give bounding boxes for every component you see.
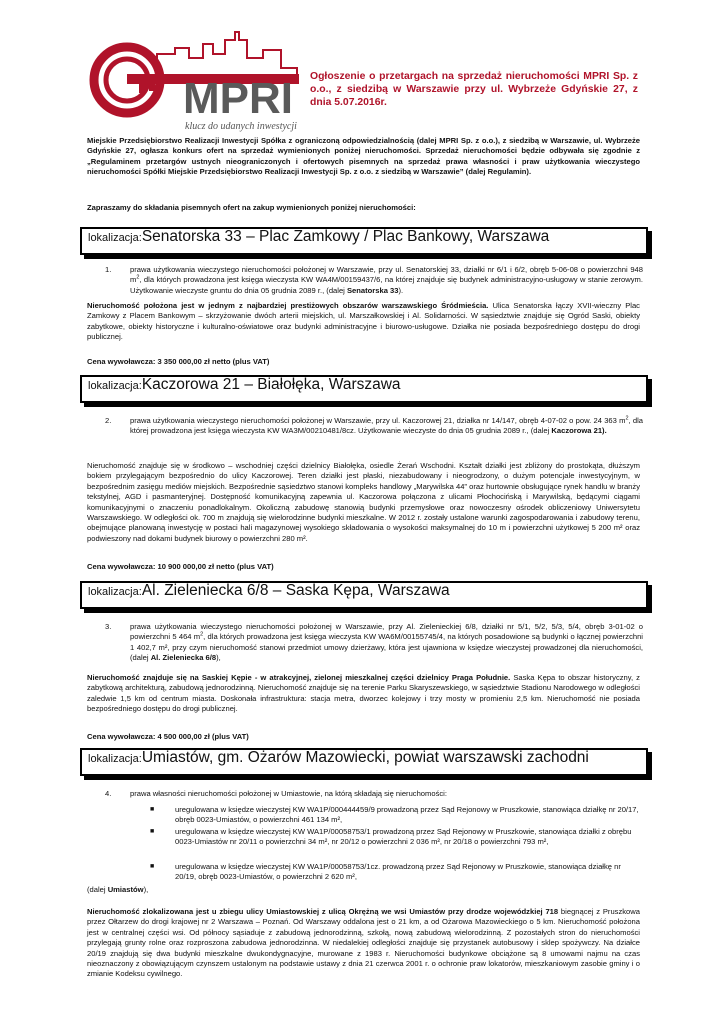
starting-price: Cena wywoławcza: 10 900 000,00 zł netto (plus VAT) — [87, 562, 274, 571]
item-alias: Kaczorowa 21). — [551, 426, 607, 436]
location-name: Senatorska 33 – Plac Zamkowy / Plac Bankowy, Warszawa — [141, 228, 550, 245]
brand-tagline: klucz do udanych inwestycji — [185, 121, 297, 132]
item-end: ). — [398, 285, 404, 295]
location-box-umiastow — [80, 748, 648, 776]
invitation-text: Zapraszamy do składania pisemnych ofert na zakup wymienionych poniżej nieruchomości: — [87, 203, 416, 212]
mpri-logo-graphic — [85, 30, 300, 135]
description-text: Ulica Senatorska łączy XVII-wieczny Plac Zamkowy z Placem Bankowym – skrzyżowanie dwóch arterii miejskich, ul. Marszałkowskiej i Al. Solidarności. W sąsiedztwie znajduje się Ogród Saski, obiekty zabytkowe, obiekty historyczne i kulturalno-oświatowe oraz budynki administracyjne i biurowo-usługowe. Działka nie posiada bezpośredniego dostępu do drogi publicznej. — [87, 301, 640, 342]
bullet-icon: ■ — [150, 863, 155, 870]
item-text-cont: , dla których prowadzona jest księga wieczysta KW WA6M/00155745/4, na których posadowione są budynki o łącznej powierzchni 1 402,7 m², przy czym nieruchomość stanowi przedmiot umowy dzierżawy, która jest ujawniona w księdze wieczystej prowadzonej dla nieruchomości, (dalej — [130, 632, 643, 663]
location-label: lokalizacja: — [88, 232, 142, 244]
property-item — [105, 789, 643, 799]
description-text: biegnącej z Pruszkowa przez Ołtarzew do drogi krajowej nr 2 Warszawa – Poznań. Od Warszawy oddalona jest o 21 km, a od Ożarowa Mazowieckiego o 5 km. Nieruchomość położona jest w centralnej części wsi. Od północy sąsiaduje z zabudową jednorodzinną, szkołą, nową zabudową wielorodzinną. Z pozostałych stron do nieruchomości przylegają grunty rolne oraz rozproszona zabudowa jednorodzinna. W niedalekiej odległości znajduje się przystanek autobusowy i sklep spożywczy. Na działce 20/19 znajdują się dwa budynki mieszkalne dwukondygnacyjne, murowane z 1983 r. Nieruchomości budynkowe obciążone są 8 umowami najmu na czas nieoznaczony z obowiązującym czynszem ustalonym na podstawie ustawy z dnia 21 czerwca 2001 r. o ochronie praw lokatorów, mieszkaniowym zasobie gminy i o zmianie Kodeksu cywilnego. — [87, 907, 640, 979]
item-sup: 2 — [625, 415, 629, 422]
intro-paragraph: Miejskie Przedsiębiorstwo Realizacji Inwestycji Spółka z ograniczoną odpowiedzialnością (dalej MPRI Sp. z o.o.), z siedzibą w Warszawie, ul. Wybrzeże Gdyńskie 27, ogłasza konkurs ofert na sprzedaż wymienionych poniżej nieruchomości. Sprzedaż nieruchomości będzie odbywała się zgodnie z „Regulaminem przetargów ustnych nieograniczonych i ofertowych pisemnych na sprzedaż prawa własności i praw użytkowania wieczystego nieruchomości Spółki Miejskie Przedsiębiorstwo Realizacji Inwestycji Sp. z o.o. z siedzibą w Warszawie” (dalej Regulamin). — [87, 136, 640, 177]
list-item-text: uregulowana w księdze wieczystej KW WA1P/00058753/1cz. prowadzoną przez Sąd Rejonowy w Pruszkowie, stanowiąca działkę nr 20/19, obręb 0023-Umiastów, o powierzchni 2 620 m², — [175, 862, 621, 882]
bullet-icon: ■ — [150, 828, 155, 835]
location-name: Umiastów, gm. Ożarów Mazowiecki, powiat warszawski zachodni — [141, 749, 589, 766]
item-alias: Al. Zieleniecka 6/8 — [150, 653, 217, 663]
location-label: lokalizacja: — [88, 380, 142, 392]
property-item — [105, 416, 643, 437]
location-box-kaczorowa — [80, 375, 648, 403]
item-end: ), — [216, 653, 221, 663]
list-item — [150, 862, 644, 883]
property-item — [105, 622, 643, 664]
location-label: lokalizacja: — [88, 753, 142, 765]
item-alias: Senatorska 33 — [346, 285, 399, 295]
property-description: Nieruchomość znajduje się w środkowo – wschodniej części dzielnicy Białołęka, osiedle Żerań Wschodni. Kształt działki jest zbliżony do prostokąta, dłuższym bokiem przylegającym bezpośrednio do ulicy Kaczorowej. Teren działki jest płaski, niezabudowany i nieogrodzony, o dużym potencjale inwestycyjnym, w bezpośrednim zasięgu mediów miejskich. Bezpośrednie sąsiedztwo stanowi kompleks handlowy „Marywilska 44” oraz hurtownie obsługujące rynek handlu w branży tekstylnej, AGD i pasmanteryjnej. Dostępność komunikacyjną zapewnia ul. Kaczorowa połączona z ulicami Płochocińską i Marywilską, będącymi ciągami komunikacyjnymi o znaczeniu ponadlokalnym. Okoliczną zabudowę stanowią budynki przemysłowe oraz nowoczesny ośrodek obliczeniowy Uniwersytetu Warszawskiego. W odległości ok. 700 m znajdują się wielorodzinne budynki mieszkalne. W 2012 r. zostały ustalone warunki zagospodarowania i zabudowy terenu, obejmujące planowaną inwestycję w postaci hali magazynowej wysokiego składowania o wysokości maksymalnej do 10 m i powierzchni użytkowej 5 200 m² oraz podwieszony nad dokami budynek biurowy o powierzchni 280 m². — [87, 461, 640, 543]
location-name: Kaczorowa 21 – Białołęka, Warszawa — [141, 376, 401, 393]
item-number: 3. — [105, 622, 112, 631]
item-alias: Umiastów — [107, 885, 144, 894]
mpri-logo — [85, 30, 300, 135]
location-box-senatorska — [80, 227, 648, 255]
list-item-text: uregulowana w księdze wieczystej KW WA1P/000444459/9 prowadzoną przez Sąd Rejonowy w Pruszkowie, stanowiąca działkę nr 20/17, obręb 0023-Umiastów, o powierzchni 461 134 m², — [175, 805, 639, 825]
item-number: 4. — [105, 789, 112, 798]
location-name: Al. Zieleniecka 6/8 – Saska Kępa, Warszawa — [141, 582, 450, 599]
alias-line — [87, 885, 640, 895]
starting-price: Cena wywoławcza: 3 350 000,00 zł netto (plus VAT) — [87, 357, 270, 366]
bullet-icon: ■ — [150, 806, 155, 813]
property-item — [105, 265, 643, 296]
description-lead: Nieruchomość znajduje się na Saskiej Kępie - w atrakcyjnej, zielonej mieszkalnej części dzielnicy Praga Południe. — [87, 673, 511, 682]
item-text-cont: , dla której prowadzona jest księga wieczysta KW WA3M/00210481/8cz. Użytkowanie wieczyste do dnia 05 grudnia 2089 r., (dalej — [130, 416, 643, 436]
property-description — [87, 301, 640, 343]
item-text-cont: , dla których prowadzona jest księga wieczysta KW WA4M/00159437/6, na której znajduje się budynek administracyjno-usługowy w stanie zerowym. Użytkowanie wieczyste gruntu do dnia 05 grudnia 2089 r., (dalej — [130, 275, 643, 295]
alias-pre: (dalej — [87, 885, 108, 894]
description-lead: Nieruchomość zlokalizowana jest u zbiegu ulicy Umiastowskiej z ulicą Okrężną we wsi Umiastów przy drodze wojewódzkiej 718 — [87, 907, 559, 916]
list-item-text: uregulowana w księdze wieczystej KW WA1P/00058753/1 prowadzoną przez Sąd Rejonowy w Pruszkowie, stanowiąca działki z obrębu 0023-Umiastów nr 20/11 o powierzchni 34 m², nr 20/12 o powierzchni 2 036 m², nr 20/18 o powierzchni 793 m², — [175, 827, 632, 847]
item-number: 1. — [105, 265, 112, 274]
property-description — [87, 673, 640, 715]
item-number: 2. — [105, 416, 112, 425]
item-text: prawa własności nieruchomości położonej w Umiastowie, na którą składają się nieruchomości: — [130, 789, 447, 798]
list-item — [150, 805, 644, 826]
starting-price: Cena wywoławcza: 4 500 000,00 zł (plus VAT) — [87, 732, 249, 741]
announcement-title: Ogłoszenie o przetargach na sprzedaż nieruchomości MPRI Sp. z o.o., z siedzibą w Warszawie przy ul. Wybrzeże Gdyńskie 27, z dnia 5.07.2016r. — [310, 71, 638, 109]
brand-name: MPRI — [183, 74, 293, 123]
item-text: prawa użytkowania wieczystego nieruchomości położonej w Warszawie, przy Al. Zielenieckiej 6/8, działki nr 5/1, 5/2, 5/3, 5/4, obręb 3-01-02 o powierzchni 5 464 m — [130, 622, 643, 642]
list-item — [150, 827, 644, 848]
item-text: prawa użytkowania wieczystego nieruchomości położonej w Warszawie, przy ul. Kaczorowej 21, działka nr 14/147, obręb 4-07-02 o pow. 24 363 m — [130, 416, 626, 425]
description-lead: Nieruchomość położona jest w jednym z najbardziej prestiżowych obszarów warszawskiego Śródmieścia. — [87, 301, 489, 310]
alias-end: ), — [143, 885, 149, 894]
item-sup: 2 — [200, 631, 204, 638]
description-text: Saska Kępa to obszar historyczny, z zabytkową architekturą, zabudową jednorodzinną. Nieruchomość znajduje się na terenie Parku Skaryszewskiego, w sąsiedztwie Stadionu Narodowego w odległości zaledwie 1,5 km od centrum miasta. Doskonała infrastruktura: stacja metra, dworzec kolejowy i trzy mosty w promieniu 2,5 km. Nieruchomość nie posiada bezpośredniego dostępu do drogi publicznej. — [87, 673, 640, 714]
location-box-zieleniecka — [80, 581, 648, 609]
item-text: prawa użytkowania wieczystego nieruchomości położonej w Warszawie, przy ul. Senatorskiej 33, działki nr 6/1 i 6/2, obręb 5-06-08 o powierzchni 948 m — [130, 265, 643, 285]
item-sup: 2 — [136, 274, 140, 281]
location-label: lokalizacja: — [88, 586, 142, 598]
property-description — [87, 907, 640, 980]
